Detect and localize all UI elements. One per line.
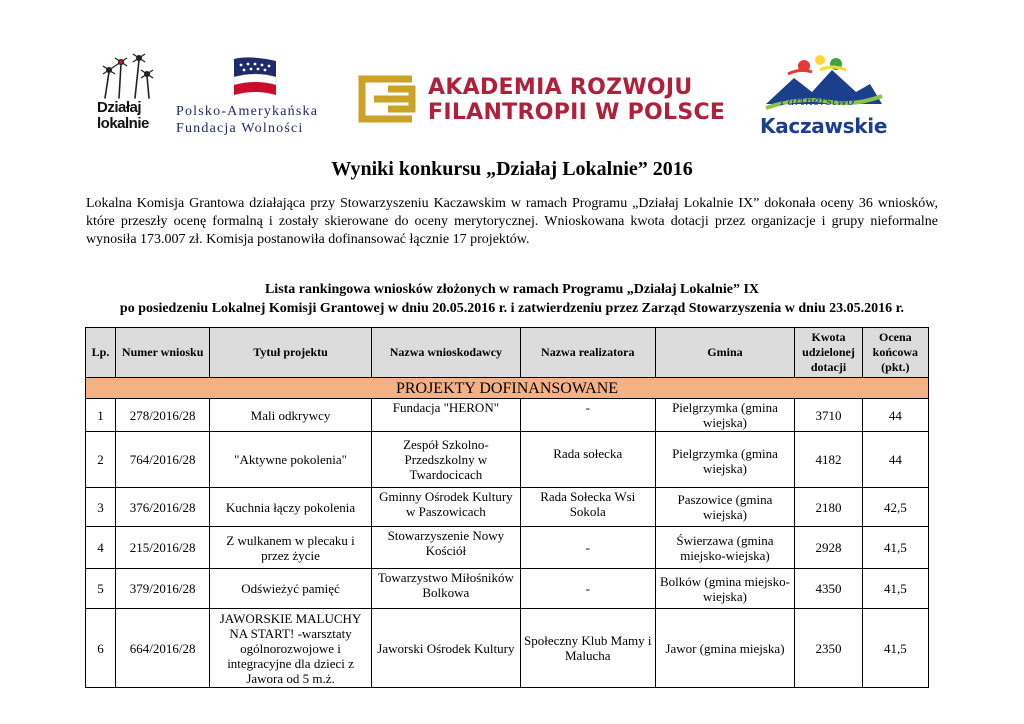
list-title-line1: Lista rankingowa wniosków złożonych w ramach Programu „Działaj Lokalnie” IX [264,282,760,297]
cell-ocena: 42,5 [862,488,928,527]
cell-wnioskodawca: Fundacja "HERON" [371,399,520,432]
kaczawskie-line1: Partnerstwo [780,94,855,108]
cell-ocena: 41,5 [862,569,928,609]
dzialaj-lokalnie-logo [95,50,159,142]
cell-realizator: Rada sołecka [520,432,655,488]
table-row [86,609,929,688]
cell-gmina: Bolków (gmina miejsko-wiejska) [655,569,795,609]
cell-lp: 4 [86,527,116,569]
cell-tytul: Mali odkrywcy [210,399,372,432]
table-row [86,488,929,527]
cell-lp: 3 [86,488,116,527]
cell-ocena: 41,5 [862,609,928,688]
cell-lp: 2 [86,432,116,488]
cell-lp: 1 [86,399,116,432]
header-kwota: Kwota udzielonej dotacji [795,328,862,378]
cell-numer: 379/2016/28 [116,569,210,609]
cell-kwota: 4350 [795,569,862,609]
flowers-icon [95,50,159,100]
cell-wnioskodawca: Gminny Ośrodek Kultury w Paszowicach [371,488,520,527]
list-title-line2: po posiedzeniu Lokalnej Komisji Grantowej w dniu 20.05.2016 r. i zatwierdzeniu przez Zarząd Stowarzyszenia w dniu 23.05.2016 r. [119,301,905,316]
cell-numer: 764/2016/28 [116,432,210,488]
cell-wnioskodawca: Zespół Szkolno-Przedszkolny w Twardocicach [371,432,520,488]
header-tytul: Tytuł projektu [210,328,372,378]
flag-icon [230,55,280,99]
table-row [86,527,929,569]
table-row [86,569,929,609]
table-row [86,399,929,432]
pafw-line1: Polsko-Amerykańska [176,104,319,119]
header-realizator: Nazwa realizatora [520,328,655,378]
cell-gmina: Pielgrzymka (gmina wiejska) [655,432,795,488]
header-numer: Numer wniosku [116,328,210,378]
ranking-table [85,327,929,688]
cell-tytul: Z wulkanem w plecaku i przez życie [210,527,372,569]
cell-gmina: Jawor (gmina miejska) [655,609,795,688]
cell-kwota: 2928 [795,527,862,569]
dl-line1: Działaj [97,99,142,116]
pafw-logo [176,55,346,140]
cell-wnioskodawca: Jaworski Ośrodek Kultury [371,609,520,688]
kaczawskie-logo [760,52,888,144]
header-gmina: Gmina [655,328,795,378]
cell-kwota: 2180 [795,488,862,527]
page-title: Wyniki konkursu „Działaj Lokalnie” 2016 [331,158,693,180]
table-header-row [86,328,929,378]
cell-numer: 215/2016/28 [116,527,210,569]
cell-numer: 376/2016/28 [116,488,210,527]
cell-gmina: Pielgrzymka (gmina wiejska) [655,399,795,432]
cell-realizator: - [520,399,655,432]
cell-gmina: Paszowice (gmina wiejska) [655,488,795,527]
cell-tytul: JAWORSKIE MALUCHY NA START! -warsztaty ogólnorozwojowe i integracyjne dla dzieci z Jawora od 5 m.ż. [210,609,372,688]
cell-realizator: - [520,527,655,569]
akademia-logo [358,75,726,125]
cell-lp: 5 [86,569,116,609]
dl-line2: lokalnie [97,115,149,132]
cell-tytul: Kuchnia łączy pokolenia [210,488,372,527]
cell-gmina: Świerzawa (gmina miejsko-wiejska) [655,527,795,569]
akademia-line2: FILANTROPII W POLSCE [428,100,726,125]
cell-ocena: 41,5 [862,527,928,569]
cell-kwota: 4182 [795,432,862,488]
kaczawskie-line2: Kaczawskie [760,114,888,138]
cell-realizator: Społeczny Klub Mamy i Malucha [520,609,655,688]
section-label: PROJEKTY DOFINANSOWANE [86,378,929,399]
cell-wnioskodawca: Stowarzyszenie Nowy Kościół [371,527,520,569]
cell-ocena: 44 [862,432,928,488]
cell-tytul: "Aktywne pokolenia" [210,432,372,488]
cell-lp: 6 [86,609,116,688]
cell-kwota: 3710 [795,399,862,432]
cell-wnioskodawca: Towarzystwo Miłośników Bolkowa [371,569,520,609]
section-row [86,378,929,399]
intro-paragraph: Lokalna Komisja Grantowa działająca przy Stowarzyszeniu Kaczawskim w ramach Programu „Działaj Lokalnie IX” dokonała oceny 36 wniosków, które przeszły ocenę formalną i zostały skierowane do oceny merytorycznej. Wnioskowana kwota dotacji przez organizacje i grupy nieformalne wynosiła 173.007 zł. Komisja postanowiła dofinansować łącznie 17 projektów. [86,196,938,247]
cell-ocena: 44 [862,399,928,432]
cell-numer: 664/2016/28 [116,609,210,688]
cell-kwota: 2350 [795,609,862,688]
table-row [86,432,929,488]
cell-tytul: Odświeżyć pamięć [210,569,372,609]
header-ocena: Ocena końcowa (pkt.) [862,328,928,378]
cell-realizator: - [520,569,655,609]
cell-realizator: Rada Sołecka Wsi Sokola [520,488,655,527]
pafw-line2: Fundacja Wolności [176,121,304,136]
dzialaj-lokalnie-wordmark [97,100,149,132]
header-lp: Lp. [86,328,116,378]
akademia-line1: AKADEMIA ROZWOJU [428,75,693,100]
akademia-mark-icon [358,75,416,123]
cell-numer: 278/2016/28 [116,399,210,432]
header-wnioskodawca: Nazwa wnioskodawcy [371,328,520,378]
